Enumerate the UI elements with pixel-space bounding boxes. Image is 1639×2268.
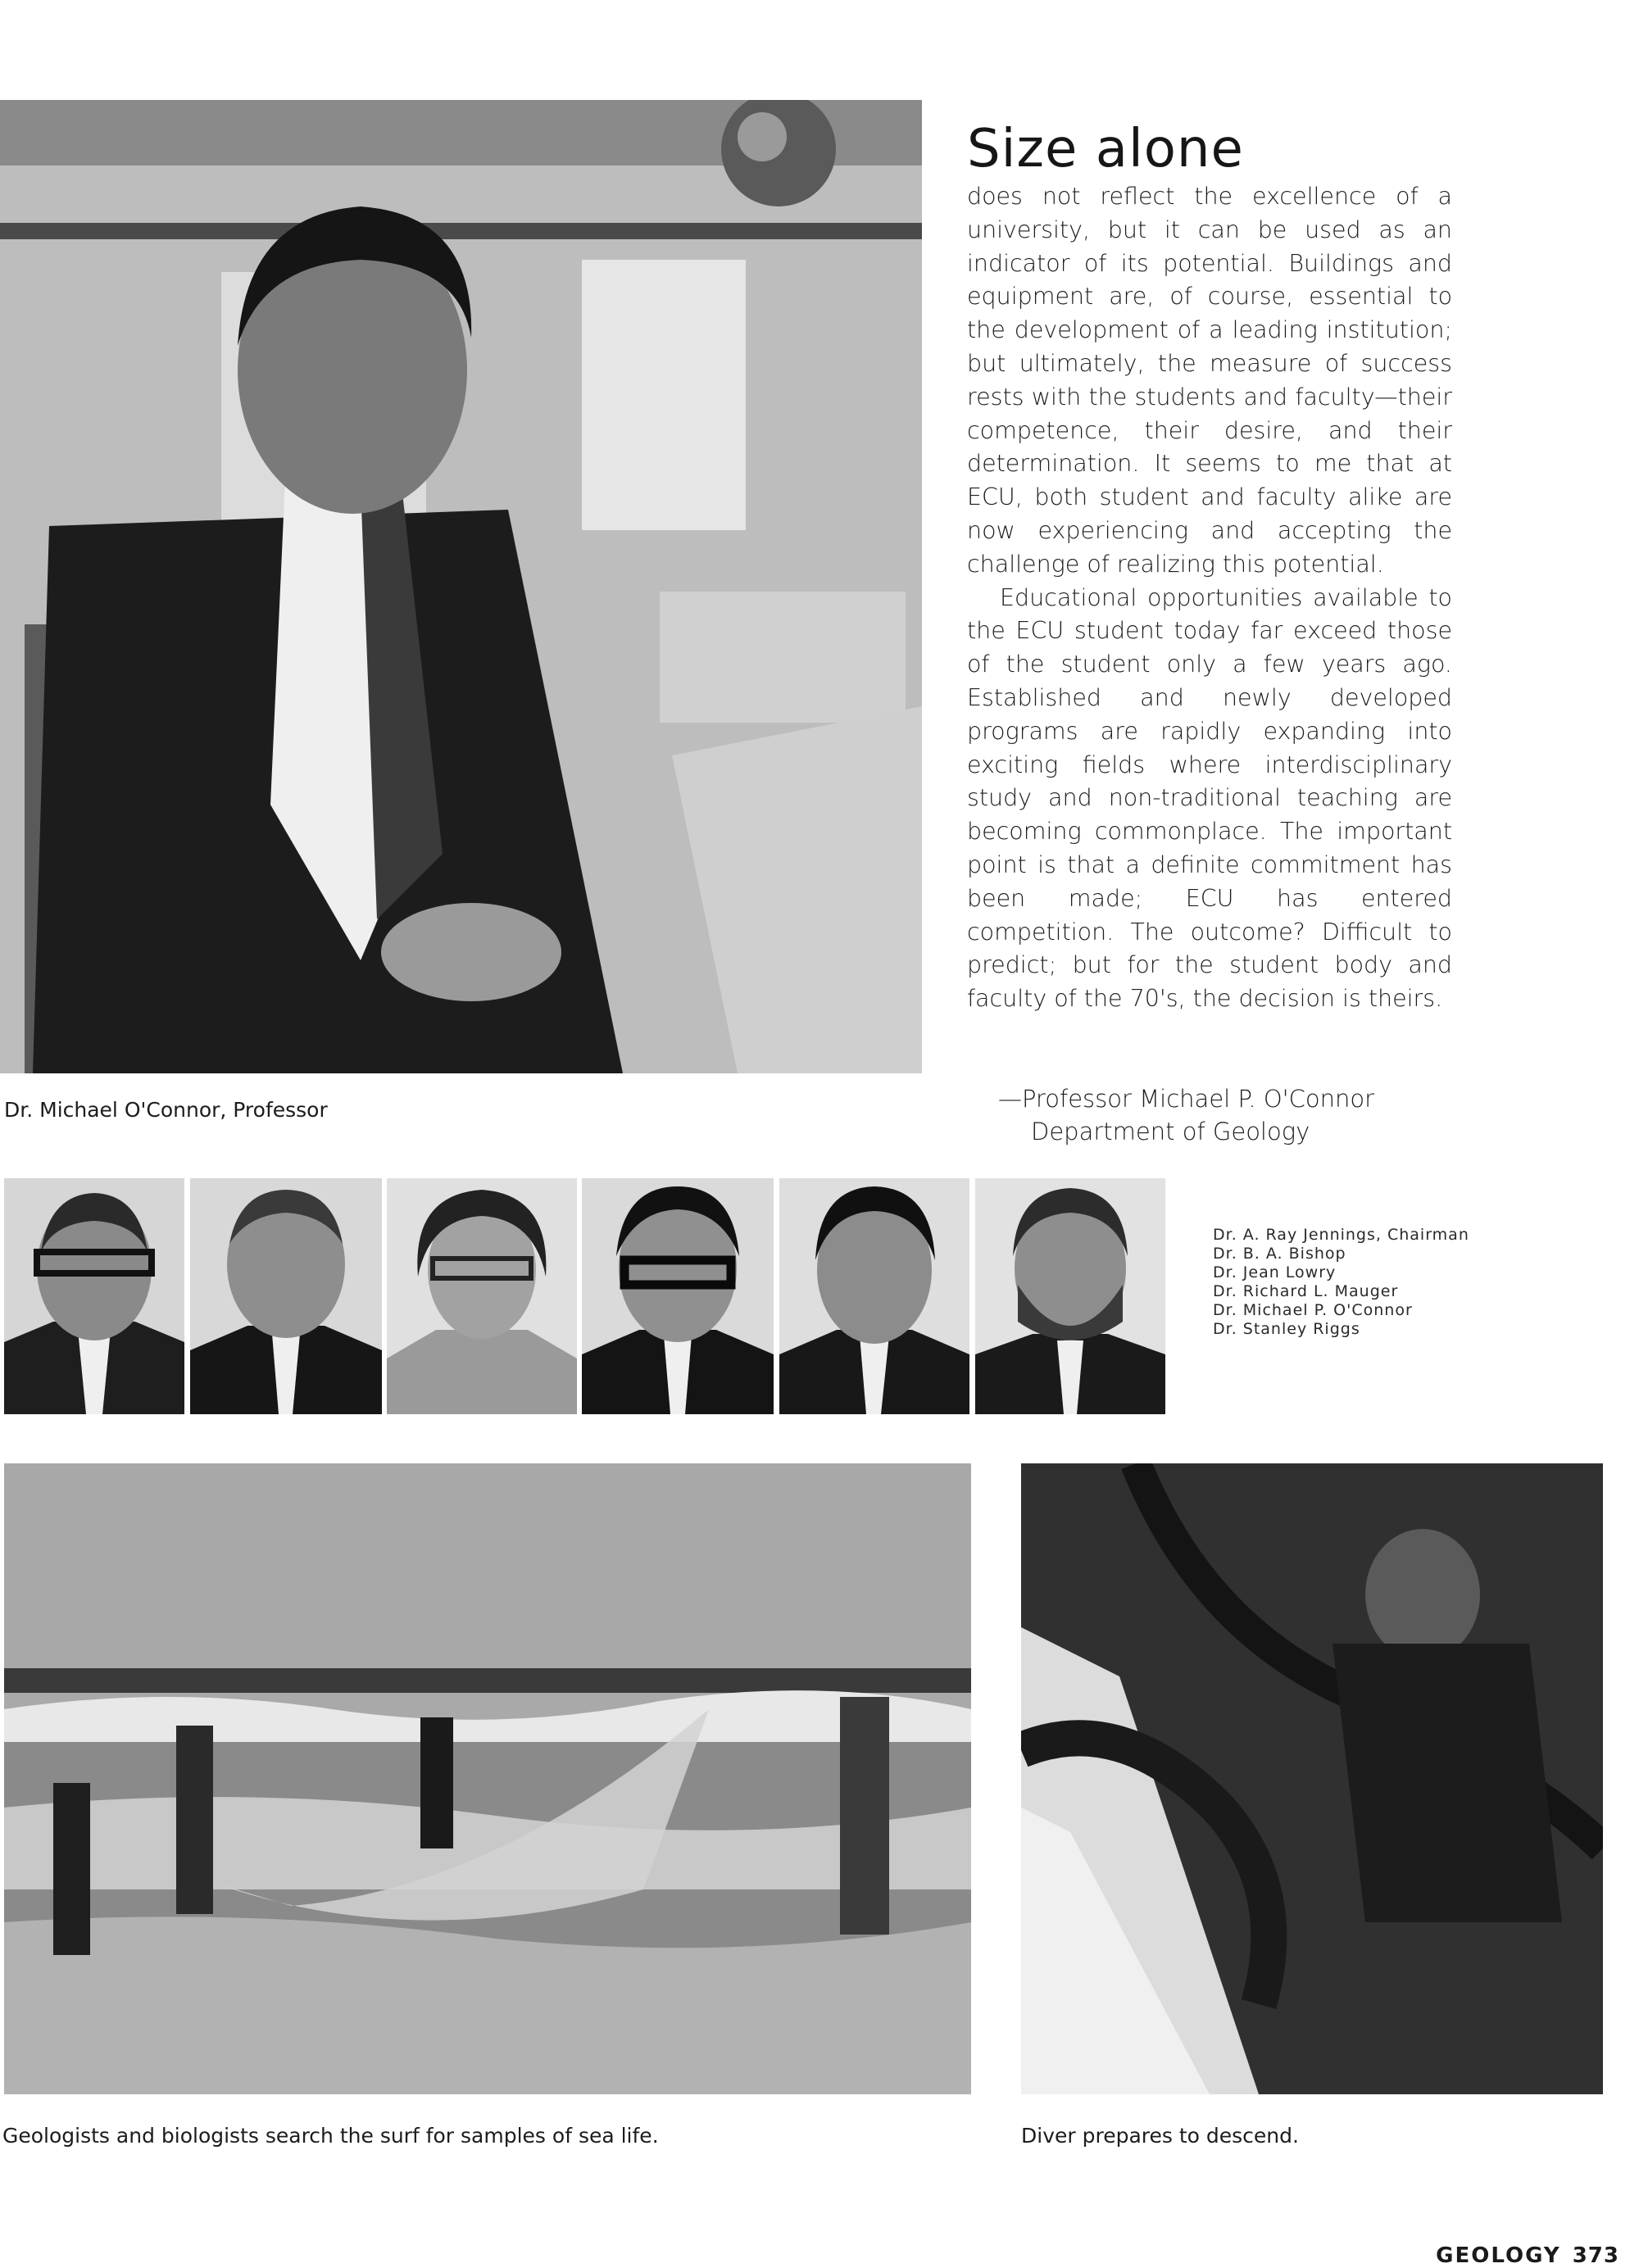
faculty-name: Dr. A. Ray Jennings, Chairman	[1213, 1226, 1469, 1244]
headshot-mauger	[582, 1178, 774, 1414]
headshot-oconnor	[779, 1178, 969, 1414]
folio-section: GEOLOGY	[1436, 2243, 1561, 2268]
diver-caption: Diver prepares to descend.	[1021, 2124, 1299, 2148]
headshot-lowry	[387, 1178, 577, 1414]
faculty-name: Dr. Stanley Riggs	[1213, 1320, 1360, 1338]
page-number: 373	[1572, 2243, 1619, 2268]
article-attribution-department: Department of Geology	[1031, 1118, 1310, 1145]
portrait-photo	[0, 100, 922, 1073]
article-body	[967, 180, 1452, 1016]
faculty-name: Dr. Jean Lowry	[1213, 1263, 1337, 1281]
faculty-name: Dr. B. A. Bishop	[1213, 1245, 1346, 1263]
headshot-bishop	[190, 1178, 382, 1414]
article-paragraph-1: does not reflect the excellence of a university, but it can be used as an indicator of its potential. Buildings and equipment are, of course, essential to the development of a leading institution; but ultimately, the measure of success rests with the students and faculty—their competence, their desire, and their determination. It seems to me that at ECU, both student and faculty alike are now experiencing and accepting the challenge of realizing this potential.	[967, 183, 1452, 578]
headshot-riggs	[975, 1178, 1165, 1414]
portrait-caption: Dr. Michael O'Connor, Professor	[4, 1098, 328, 1122]
faculty-list	[1213, 1226, 1469, 1339]
article-paragraph-2: Educational opportunities available to the ECU student today far exceed those of the student only a few years ago. Established and newly developed programs are rapidly expanding into exciting fields where interdisciplinary study and non-traditional teaching are becoming commonplace. The important point is that a definite commitment has been made; ECU has entered competition. The outcome? Difficult to predict; but for the student body and faculty of the 70's, the decision is theirs.	[967, 583, 1452, 1013]
diver-photo	[1021, 1463, 1603, 2094]
article-title: Size alone	[967, 119, 1244, 179]
surf-photo	[4, 1463, 971, 2094]
faculty-name: Dr. Richard L. Mauger	[1213, 1282, 1399, 1300]
page-folio	[1436, 2243, 1619, 2268]
article-attribution-name: —Professor Michael P. O'Connor	[998, 1085, 1375, 1113]
headshot-jennings	[4, 1178, 184, 1414]
faculty-name: Dr. Michael P. O'Connor	[1213, 1301, 1413, 1319]
surf-caption: Geologists and biologists search the surf for samples of sea life.	[2, 2124, 659, 2148]
